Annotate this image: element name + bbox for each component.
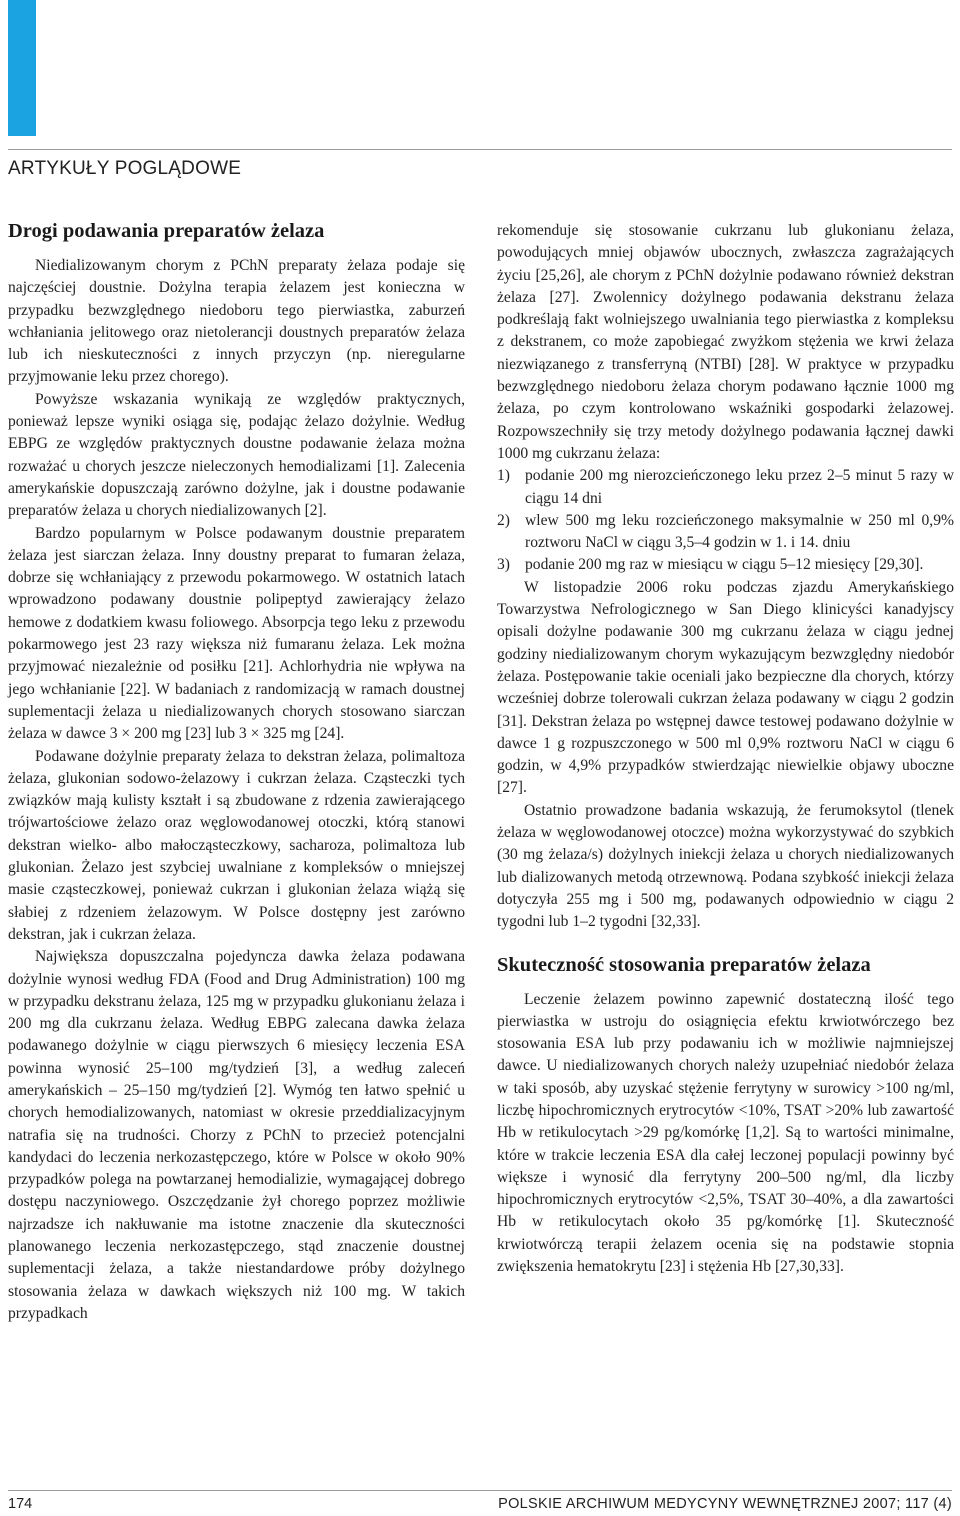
- list-item: [497, 554, 954, 576]
- header-rule: [8, 149, 952, 150]
- section-tag: ARTYKUŁY POGLĄDOWE: [8, 158, 242, 179]
- paragraph: Ostatnio prowadzone badania wskazują, że ferumoksytol (tlenek żelaza w węglowodanowej otoczce) można wykorzystywać do szybkich (30 mg żelaza/s) dożylnych iniekcji żelaza u chorych niedializowanych lub dializowanych metodą otrzewnową. Podana szybkość iniekcji żelaza dotyczyła 255 mg i 500 mg, podawanych odpowiednio w ciągu 2 tygodni lub 1–2 tygodni [32,33].: [497, 801, 954, 931]
- paragraph: Niedializowanym chorym z PChN preparaty żelaza podaje się najczęściej doustnie. Dożylna terapia żelazem jest konieczna w przypadku bezwzględnego niedoboru tego pierwiastka, zaburzeń wchłaniania jelitowego oraz nietolerancji doustnych preparatów żelaza lub ich nieskuteczności z innych przyczyn (np. nieregularne przyjmowanie leku przez chorego).: [8, 257, 465, 386]
- accent-bar: [8, 0, 36, 136]
- page-number: 174: [8, 1496, 33, 1512]
- list-item-text: podanie 200 mg raz w miesiącu w ciągu 5–12 miesięcy [29,30].: [525, 556, 924, 574]
- list-number: 1): [497, 467, 510, 485]
- list-number: 3): [497, 556, 510, 574]
- paragraph: Bardzo popularnym w Polsce podawanym doustnie preparatem żelaza jest siarczan żelaza. Inny doustny preparat to fumaran żelaza, dobrze się wchłaniający z przewodu pokarmowego. W ostatnich latach wprowadzono podawany doustnie polipeptyd zawierający żelazo hemowe z dodatkiem kwasu foliowego. Absorpcja tego leku z przewodu pokarmowego jest 23 razy większa niż fumaranu żelaza. Lek można przyjmować niezależnie od posiłku [21]. Achlorhydria nie wpływa na jego wchłanianie [22]. W badaniach z randomizacją w ramach doustnej suplementacji żelaza u niedializowanych chorych stosowano siarczan żelaza w dawce 3 × 200 mg [23] lub 3 × 325 mg [24].: [8, 524, 465, 743]
- paragraph-continued: rekomenduje się stosowanie cukrzanu lub glukonianu żelaza, powodujących mniej objawów ubocznych, zwłaszcza zagrażających życiu [25,26], ale chorym z PChN dożylnie podawano również dekstran żelaza [27]. Zwolennicy dożylnego podawania dekstranu żelaza podkreślają fakt wolniejszego uwalniania tego pierwiastka z kompleksu z dekstranem, co może zapobiegać zwyżkom stężenia we krwi żelaza niezwiązanego z transferryną (NTBI) [28]. W praktyce w przypadku bezwzględnego niedoboru żelaza chorym podawano łącznie 1000 mg żelaza, po czym kontrolowano wskaźniki gospodarki żelazowej. Rozpowszechniły się trzy metody dożylnego podawania łącznej dawki 1000 mg cukrzanu żelaza:: [497, 222, 954, 462]
- paragraph: Największa dopuszczalna pojedyncza dawka żelaza podawana dożylnie wynosi według FDA (Food and Drug Administration) 100 mg w przypadku dekstranu żelaza, 125 mg w przypadku glukonianu żelaza i 200 mg dla cukrzanu żelaza. Według EBPG zalecana dawka żelaza podawanego dożylnie w ciągu pierwszych 6 miesięcy leczenia ESA powinna wynosić 25–100 mg/tydzień [3], a według zaleceń amerykańskich – 25–150 mg/tydzień [2]. Wymóg ten łatwo spełnić u chorych hemodializowanych, natomiast w okresie przeddializacyjnym natrafia się na trudności. Chorzy z PChN to przecież potencjalni kandydaci do leczenia nerkozastępczego, które w Polsce w około 90% przypadków polega na powtarzanej hemodializie, wymagającej dobrego dostępu naczyniowego. Oszczędzanie żył chorego poprzez możliwie najrzadsze ich nakłuwanie ma istotne znaczenie dla skuteczności planowanego leczenia nerkozastępczego, stąd znaczenie doustnej suplementacji żelaza, a także niestandardowe próby dożylnego stosowania żelaza w dawkach większych niż 100 mg. W takich przypadkach: [8, 948, 465, 1322]
- list-item-text: podanie 200 mg nierozcieńczonego leku przez 2–5 minut 5 razy w ciągu 14 dni: [525, 467, 954, 507]
- footer-rule: [8, 1490, 952, 1491]
- list-item: [497, 510, 954, 555]
- list-item-text: wlew 500 mg leku rozcieńczonego maksymalnie w 250 ml 0,9% roztworu NaCl w ciągu 3,5–4 godzin w 1. i 14. dniu: [525, 511, 954, 552]
- paragraph: Podawane dożylnie preparaty żelaza to dekstran żelaza, polimaltoza żelaza, glukonian sodowo-żelazowy i cukrzan żelaza. Cząsteczki tych związków mają kulisty kształt i są zbudowane z rdzenia zawierającego trójwartościowe żelazo oraz węglowodanowej otoczki, którą stanowi dekstran wielko- albo małocząsteczkowy, sacharoza, polimaltoza lub glukonian. Żelazo jest szybciej uwalniane z kompleksów o mniejszej masie cząsteczkowej, ponieważ cukrzan i glukonian żelaza wiążą się słabiej z rdzeniem żelazowym. W Polsce dostępny jest zarówno dekstran, jak i cukrzan żelaza.: [8, 747, 465, 943]
- paragraph: Leczenie żelazem powinno zapewnić dostateczną ilość tego pierwiastka w ustroju do osiągnięcia efektu krwiotwórczego bez stosowania ESA lub przy podawaniu ich w możliwie najmniejszej dawce. U niedializowanych chorych należy uzupełniać niedobór żelaza w taki sposób, aby uzyskać stężenie ferrytyny w surowicy >100 ng/ml, liczbę hipochromicznych erytrocytów <10%, TSAT >20% lub zawartość Hb w retikulocytach >29 pg/komórkę [1,2]. Są to wartości minimalne, które w trakcie leczenia ESA dla całej leczonej populacji powinny być większe i wynosić dla ferrytyny 200–500 ng/ml, dla liczby hipochromicznych erytrocytów <2,5%, TSAT 30–40%, a dla zawartości Hb w retikulocytach około 35 pg/komórkę [1]. Skuteczność krwiotwórczą terapii żelazem ocenia się na podstawie stopnia zwiększenia hematokrytu [23] i stężenia Hb [27,30,33].: [497, 990, 954, 1276]
- dosing-methods-list: [497, 465, 954, 576]
- section-heading: Skuteczność stosowania preparatów żelaza: [497, 953, 871, 976]
- right-column: [497, 220, 954, 1278]
- section-heading: Drogi podawania preparatów żelaza: [8, 220, 325, 242]
- journal-footer: POLSKIE ARCHIWUM MEDYCYNY WEWNĘTRZNEJ 2007; 117 (4): [498, 1496, 952, 1512]
- left-column: [8, 220, 465, 1325]
- list-number: 2): [497, 511, 510, 529]
- paragraph: Powyższe wskazania wynikają ze względów praktycznych, ponieważ lepsze wyniki osiąga się, podając żelazo dożylnie. Według EBPG ze względów praktycznych doustne podawanie żelaza można rozważać u chorych jeszcze nieleczonych hemodializami [1]. Zalecenia amerykańskie dopuszczają zarówno dożylne, jak i doustne podawanie preparatów żelaza u chorych niedializowanych [2].: [8, 390, 465, 520]
- list-item: [497, 465, 954, 510]
- paragraph: W listopadzie 2006 roku podczas zjazdu Amerykańskiego Towarzystwa Nefrologicznego w San Diego klinicyści kanadyjscy opisali dożylne podawanie 300 mg cukrzanu żelaza w ciągu jednej godziny niedializowanym chorym wykazującym bezwzględny niedobór żelaza. Postępowanie takie oceniali jako bezpieczne dla chorych, którzy wcześniej dobrze tolerowali cukrzan żelaza podawany w ciągu 2 godzin [31]. Dekstran żelaza po wstępnej dawce testowej podawano dożylnie w dawce 1 g rozpuszczonego w 500 ml 0,9% roztworu NaCl w ciągu 6 godzin, w 4,9% przypadków stwierdzając niewielkie objawy uboczne [27].: [497, 578, 954, 797]
